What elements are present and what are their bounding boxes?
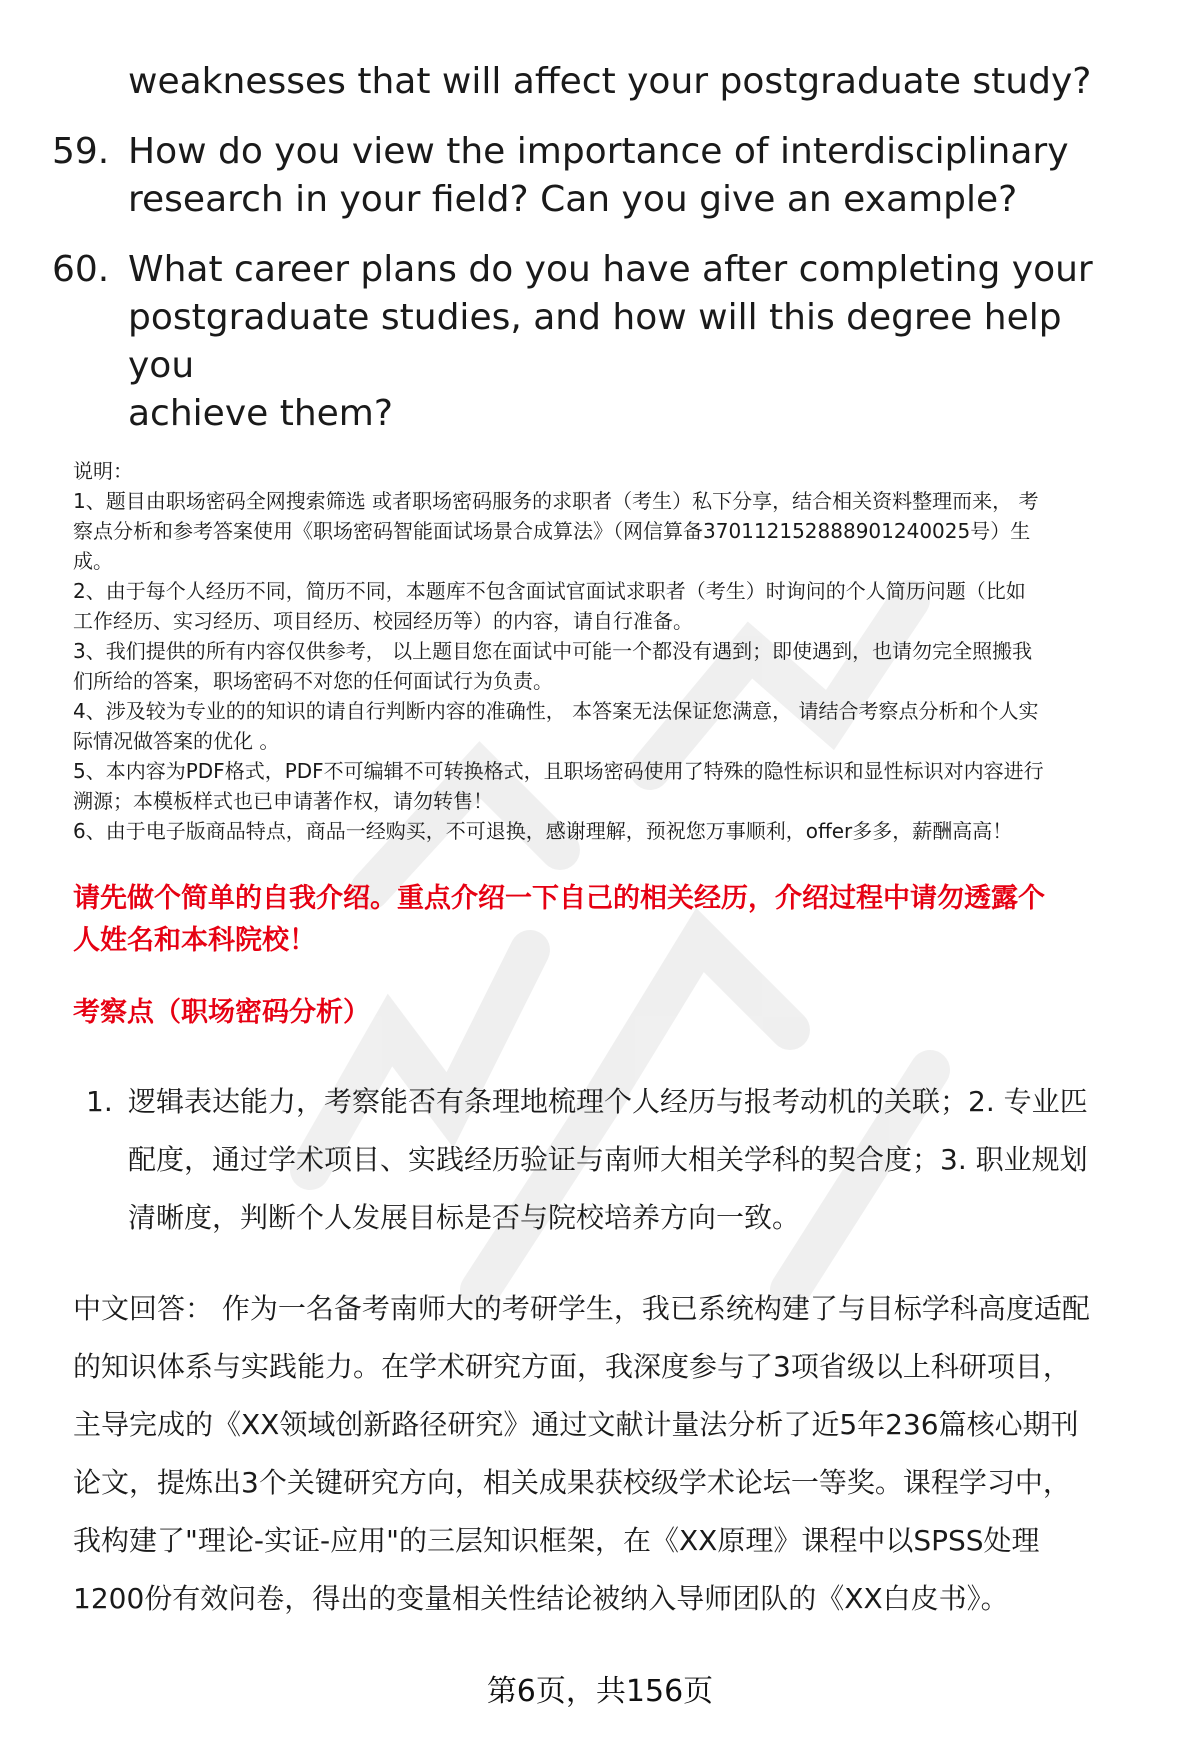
notes-line: 1、题目由职场密码全网搜索筛选 或者职场密码服务的求职者（考生）私下分享，结合相关资料整理而来， 考 [73, 489, 1039, 513]
notes-line: 们所给的答案，职场密码不对您的任何面试行为负责。 [73, 669, 553, 693]
answer-line: 1200份有效问卷，得出的变量相关性结论被纳入导师团队的《XX白皮书》。 [73, 1582, 1009, 1615]
answer-line: 论文，提炼出3个关键研究方向，相关成果获校级学术论坛一等奖。课程学习中， [73, 1466, 1071, 1499]
question-60-line: What career plans do you have after completing your [128, 249, 1093, 290]
question-59-text [128, 128, 1128, 224]
notes-line: 2、由于每个人经历不同，简历不同，本题库不包含面试官面试求职者（考生）时询问的个人简历问题（比如 [73, 579, 1026, 603]
question-59-line: research in your field? Can you give an example? [128, 179, 1018, 220]
question-60 [52, 246, 1132, 434]
notes-line: 4、涉及较为专业的的知识的请自行判断内容的准确性， 本答案无法保证您满意， 请结合考察点分析和个人实 [73, 699, 1039, 723]
analysis-text [128, 1073, 1146, 1247]
disclaimer-notes [73, 456, 1163, 846]
notes-line: 工作经历、实习经历、项目经历、校园经历等）的内容，请自行准备。 [73, 609, 693, 633]
analysis-number: 1. [86, 1085, 113, 1118]
notes-line: 5、本内容为PDF格式，PDF不可编辑不可转换格式，且职场密码使用了特殊的隐性标识和显性标识对内容进行 [73, 759, 1044, 783]
notes-line: 察点分析和参考答案使用《职场密码智能面试场景合成算法》（网信算备370112152888901240025号）生 [73, 519, 1031, 543]
question-58-continuation: weaknesses that will affect your postgraduate study? [128, 61, 1092, 102]
notes-line: 6、由于电子版商品特点，商品一经购买，不可退换，感谢理解，预祝您万事顺利，offer多多，薪酬高高！ [73, 819, 1013, 843]
analysis-heading: 考察点（职场密码分析） [73, 997, 370, 1028]
answer-line: 的知识体系与实践能力。在学术研究方面，我深度参与了3项省级以上科研项目， [73, 1350, 1071, 1383]
chinese-answer [73, 1280, 1163, 1628]
notes-line: 际情况做答案的优化 。 [73, 729, 280, 753]
question-59 [52, 128, 1132, 224]
analysis-line: 逻辑表达能力，考察能否有条理地梳理个人经历与报考动机的关联；2. 专业匹 [128, 1085, 1088, 1118]
question-60-number: 60. [52, 249, 110, 290]
page-number: 第6页，共156页 [486, 1674, 714, 1709]
notes-line: 溯源；本模板样式也已申请著作权，请勿转售！ [73, 789, 493, 813]
question-60-text [128, 246, 1128, 438]
interview-prompt [73, 878, 1153, 962]
question-60-line: achieve them? [128, 393, 393, 434]
question-59-number: 59. [52, 131, 110, 172]
question-59-line: How do you view the importance of interdisciplinary [128, 131, 1069, 172]
analysis-line: 清晰度，判断个人发展目标是否与院校培养方向一致。 [128, 1201, 801, 1234]
notes-title: 说明： [73, 459, 133, 483]
answer-line: 我构建了"理论-实证-应用"的三层知识框架，在《XX原理》课程中以SPSS处理 [73, 1524, 1040, 1557]
answer-line: 主导完成的《XX领域创新路径研究》通过文献计量法分析了近5年236篇核心期刊 [73, 1408, 1079, 1441]
interview-prompt-line: 人姓名和本科院校！ [73, 925, 316, 956]
analysis-line: 配度，通过学术项目、实践经历验证与南师大相关学科的契合度；3. 职业规划 [128, 1143, 1088, 1176]
notes-line: 3、我们提供的所有内容仅供参考， 以上题目您在面试中可能一个都没有遇到；即使遇到，也请勿完全照搬我 [73, 639, 1033, 663]
interview-prompt-line: 请先做个简单的自我介绍。重点介绍一下自己的相关经历，介绍过程中请勿透露个 [73, 883, 1045, 914]
question-60-line: postgraduate studies, and how will this degree help you [128, 297, 1062, 386]
notes-line: 成。 [73, 549, 113, 573]
answer-line: 中文回答： 作为一名备考南师大的考研学生，我已系统构建了与目标学科高度适配 [73, 1292, 1090, 1325]
